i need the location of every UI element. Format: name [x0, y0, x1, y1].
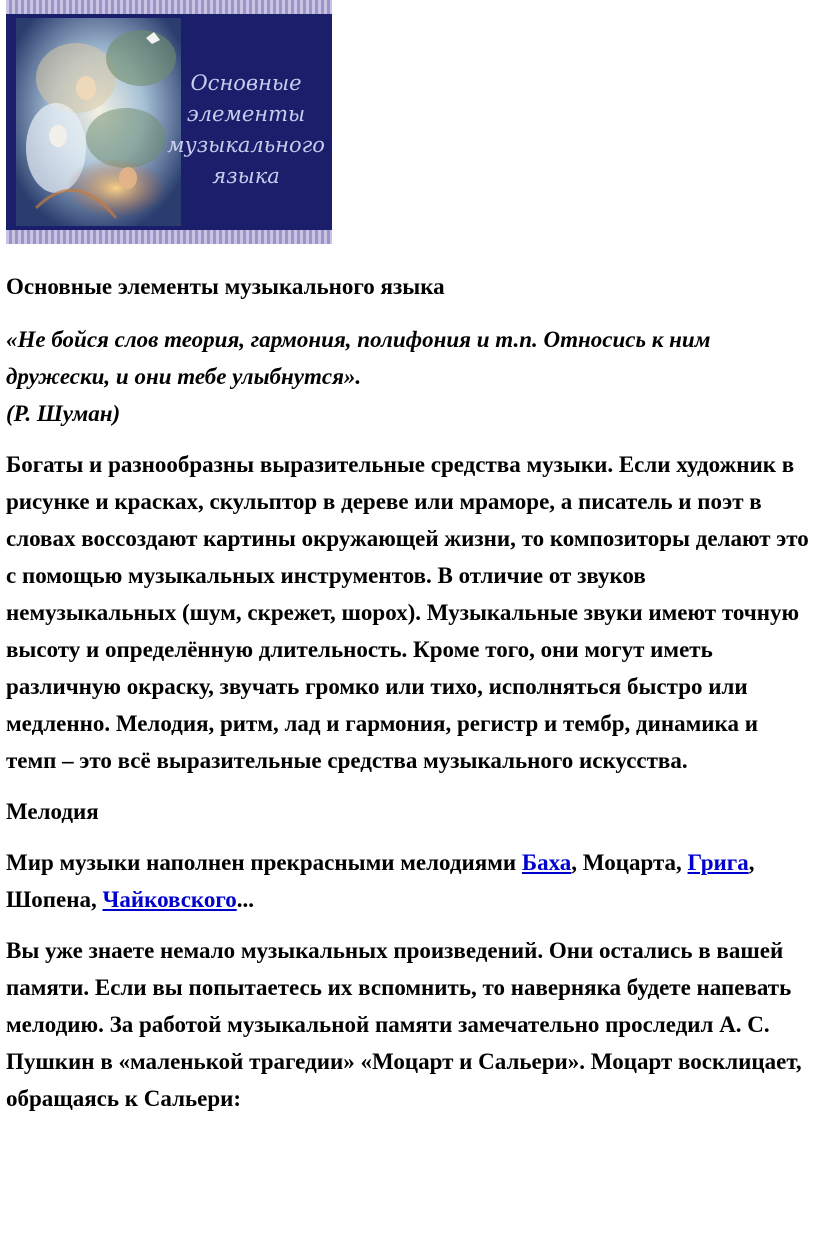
article-body: [6, 268, 812, 1131]
banner-border-bottom: [6, 230, 332, 244]
banner-title-line: языка: [212, 164, 280, 188]
melody-text: , Шопена,: [6, 850, 755, 912]
section-title-melody: Мелодия: [6, 799, 99, 824]
melody-text-prefix: Мир музыки наполнен прекрасными мелодиями: [6, 850, 522, 875]
melody-text-suffix: ...: [236, 887, 254, 912]
composer-link-tchaikovsky[interactable]: Чайковского: [102, 887, 237, 912]
fairy-illustration: [16, 18, 181, 226]
banner-border-top: [6, 0, 332, 14]
intro-paragraph: Богаты и разнообразны выразительные средства музыки. Если художник в рисунке и красках, скульптор в дереве или мраморе, а писатель и поэт в словах воссоздают картины окружающей жизни, то композиторы делают это с помощью музыкальных инструментов. В отличие от звуков немузыкальных (шум, скрежет, шорох). Музыкальные звуки имеют точную высоту и определённую длительность. Кроме того, они могут иметь различную окраску, звучать громко или тихо, исполняться быстро или медленно. Мелодия, ритм, лад и гармония, регистр и тембр, динамика и темп – это всё выразительные средства музыкального искусства.: [6, 452, 809, 773]
banner-title: [166, 68, 326, 192]
composer-link-grieg[interactable]: Грига: [687, 850, 749, 875]
composer-link-bach[interactable]: Баха: [521, 850, 572, 875]
quote-text: «Не бойся слов теория, гармония, полифония и т.п. Относись к ним дружески, и они тебе улыбнутся».: [6, 327, 711, 389]
melody-paragraph: [6, 844, 812, 918]
quote-author: (Р. Шуман): [6, 401, 121, 426]
banner-title-line: музыкального: [167, 133, 325, 157]
title-banner-image: [6, 0, 332, 244]
banner-title-line: элементы: [186, 102, 306, 126]
epigraph-quote: [6, 321, 812, 432]
memory-paragraph: Вы уже знаете немало музыкальных произведений. Они остались в вашей памяти. Если вы попытаетесь их вспомнить, то наверняка будете напевать мелодию. За работой музыкальной памяти замечательно проследил А. С. Пушкин в «маленькой трагедии» «Моцарт и Сальери». Моцарт восклицает, обращаясь к Сальери:: [6, 938, 802, 1111]
banner-title-line: Основные: [190, 71, 302, 95]
melody-text: , Моцарта,: [571, 850, 688, 875]
article-heading: Основные элементы музыкального языка: [6, 274, 445, 299]
